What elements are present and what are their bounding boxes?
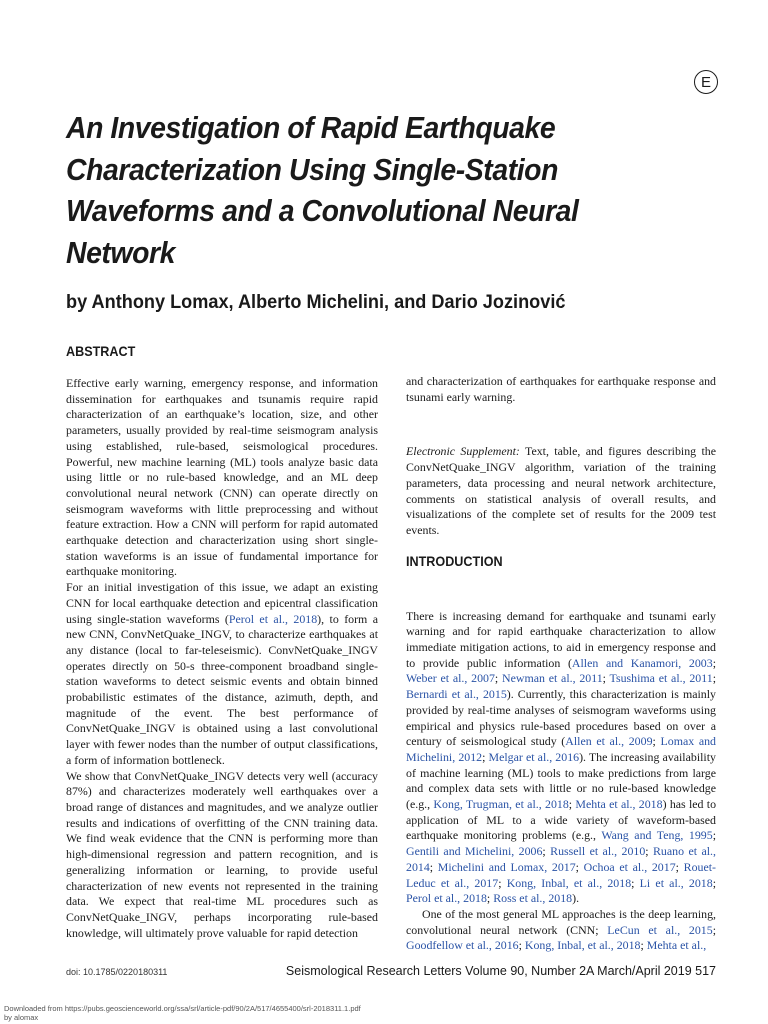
citation-link[interactable]: Goodfellow et al., 2016 xyxy=(406,938,519,953)
article-authors: by Anthony Lomax, Alberto Michelini, and Dario Jozinović xyxy=(66,291,566,313)
citation-link[interactable]: Mehta et al., 2018 xyxy=(575,797,663,812)
paragraph-text: ; xyxy=(712,922,717,937)
paragraph-text: ; xyxy=(712,655,716,670)
abstract-continuation: and characterization of earthquakes for earthquake response and tsunami early warning. xyxy=(406,374,716,404)
citation-link[interactable]: Perol et al., 2018 xyxy=(406,891,487,906)
download-user: by alomax xyxy=(4,1013,39,1022)
paragraph-text: ). The increasing availability of machine learning (ML) tools to make predictions from large and complex data sets with little or no rule-based knowledge (e.g., xyxy=(406,749,716,812)
citation-link[interactable]: Bernardi et al., 2015 xyxy=(406,687,507,702)
doi-text[interactable]: doi: 10.1785/0220180311 xyxy=(66,967,168,977)
citation-link[interactable]: Ochoa et al., 2017 xyxy=(583,859,676,874)
citation-link[interactable]: Kong, Trugman, et al., 2018 xyxy=(433,797,569,812)
paragraph-text: ) has led to application of ML to a wide variety of waveform-based earthquake monitoring problems (e.g., xyxy=(406,797,717,843)
abstract-paragraph-2: For an initial investigation of this issue, we adapt an existing CNN for local earthquake detection and epicentral classification using single-station waveforms (Perol et al., 2018), to form a new CNN, ConvNetQuake_INGV, to characterize earthquakes at any distance (local to far-teleseismic). ConvNetQuake_INGV operates directly on 50-s three-component broadband single-station waveforms to detect seismic events and obtain binned probabilistic estimates of the distance, azimuth, depth, and magnitude of the event. The best performance of ConvNetQuake_INGV is obtained using a last convolutional layer with fewer nodes than the number of output classifications, a form of information bottleneck. xyxy=(66,580,379,767)
citation-link[interactable]: LeCun et al., 2015 xyxy=(607,922,713,937)
paragraph-text: ; xyxy=(498,875,507,890)
paragraph-text: ). xyxy=(572,891,580,906)
page-footer xyxy=(66,964,716,982)
citation-link[interactable]: Michelini and Lomax, 2017 xyxy=(437,859,576,874)
citation-link[interactable]: Kong, Inbal, et al., 2018 xyxy=(524,938,641,953)
journal-info: Seismological Research Letters Volume 90, Number 2A March/April 2019 517 xyxy=(285,964,716,978)
citation-link[interactable]: Li et al., 2018 xyxy=(639,875,713,890)
paragraph-text: There is increasing demand for earthquake and tsunami early warning and for rapid earthquake characterization to allow immediate mitigation actions, to aid in emergency response and to provide public information ( xyxy=(406,608,716,670)
citation-link[interactable]: Russell et al., 2010 xyxy=(550,844,646,859)
paragraph-text: ; xyxy=(675,859,684,874)
electronic-supplement-note: Electronic Supplement: Text, table, and figures describing the ConvNetQuake_INGV algorithm, variation of the training parameters, data processing and neural network architecture, comments on statistical analysis of overall results, and visualizations of the complete set of results for the 2009 test events. xyxy=(406,444,716,537)
paragraph-text: ; xyxy=(652,734,661,749)
citation-link[interactable]: Kong, Inbal, et al., 2018 xyxy=(506,875,632,890)
abstract-column xyxy=(66,376,378,941)
right-column xyxy=(406,374,716,954)
abstract-paragraph-3: We show that ConvNetQuake_INGV detects very well (accuracy 87%) and characterizes moderately well earthquakes over a broad range of distances and magnitudes, and we analyze outlier results and indications of overfitting of the CNN training data. We find weak evidence that the CNN is performing more than high-dimensional regression and pattern recognition, and is generalizing information or learning, to provide useful characterization of new events not represented in the training data. We expect that real-time ML procedures such as ConvNetQuake_INGV, perhaps incorporating rule-based knowledge, will ultimately prove valuable for rapid detection xyxy=(66,768,378,940)
paragraph-text: ; xyxy=(568,797,576,812)
abstract-heading: ABSTRACT xyxy=(66,343,136,359)
introduction-heading: INTRODUCTION xyxy=(406,553,503,569)
citation-link[interactable]: Rouet-Leduc et al., 2017 xyxy=(406,859,717,890)
citation-link[interactable]: Allen et al., 2009 xyxy=(565,734,653,749)
citation-link[interactable]: Lomax and Michelini, 2012 xyxy=(406,734,716,764)
paragraph-text: ; xyxy=(429,859,438,874)
paragraph-text: ). Currently, this characterization is mainly provided by real-time analyses of seismogram waveforms using empirical and physics rule-based procedures based on over a century of seismological study ( xyxy=(406,687,716,749)
paragraph-text: ; xyxy=(602,671,610,686)
download-notice xyxy=(4,1004,764,1022)
citation-link[interactable]: Ross et al., 2018 xyxy=(493,891,573,906)
paragraph-text: ; xyxy=(575,859,584,874)
paragraph-text: ; xyxy=(518,938,525,953)
paragraph-text: ; xyxy=(482,749,489,764)
paragraph-text: ; xyxy=(712,828,716,843)
paragraph-text: ; xyxy=(712,671,716,686)
abstract-paragraph-1: Effective early warning, emergency response, and information dissemination for earthquakes and tsunamis require rapid characterization of an earthquake’s location, size, and other parameters, usually provided by real-time seismogram analysis using established, rule-based, seismological procedures. Powerful, new machine learning (ML) tools analyze basic data using little or no rule-based knowledge, and an ML deep convolutional neural network (CNN) can operate directly on seismogram waveforms with little preprocessing and without feature extraction. How a CNN will perform for rapid automated earthquake detection and characterization using short single-station waveforms is an issue of fundamental importance for earthquake monitoring. xyxy=(66,376,378,579)
citation-link[interactable]: Tsushima et al., 2011 xyxy=(609,671,713,686)
paragraph-text: ; xyxy=(712,875,716,890)
paragraph-text: ; xyxy=(640,938,647,953)
download-line[interactable]: Downloaded from https://pubs.geoscienceworld.org/ssa/srl/article-pdf/90/2A/517/4655400/srl-2018311.1.pdf xyxy=(4,1004,361,1013)
citation-link[interactable]: Gentili and Michelini, 2006 xyxy=(406,844,543,859)
citation-link[interactable]: Perol et al., 2018 xyxy=(228,611,318,626)
paragraph-text: ; xyxy=(494,671,502,686)
intro-paragraph-2 xyxy=(406,907,716,954)
electronic-supplement-icon[interactable]: E xyxy=(694,70,718,94)
esupp-label: Electronic Supplement: xyxy=(406,444,520,459)
article-title: An Investigation of Rapid Earthquake Characterization Using Single-Station Waveforms and a Convolutional Neural Network xyxy=(66,111,579,271)
paragraph-text: ; xyxy=(542,844,551,859)
citation-link[interactable]: Allen and Kanamori, 2003 xyxy=(571,655,713,670)
citation-link[interactable]: Wang and Teng, 1995 xyxy=(601,828,713,843)
citation-link[interactable]: Ruano et al., 2014 xyxy=(406,844,716,874)
citation-link[interactable]: Melgar et al., 2016 xyxy=(488,749,580,764)
intro-paragraph-1 xyxy=(406,609,716,907)
paragraph-text: ; xyxy=(486,891,494,906)
paragraph-text: ; xyxy=(631,875,640,890)
citation-link[interactable]: Newman et al., 2011 xyxy=(502,671,603,686)
citation-link[interactable]: Weber et al., 2007 xyxy=(406,671,495,686)
paragraph-text: One of the most general ML approaches is the deep learning, convolutional neural network (CNN; xyxy=(406,906,716,937)
paragraph-text: ; xyxy=(645,844,653,859)
citation-link[interactable]: Mehta et al., xyxy=(646,938,707,953)
